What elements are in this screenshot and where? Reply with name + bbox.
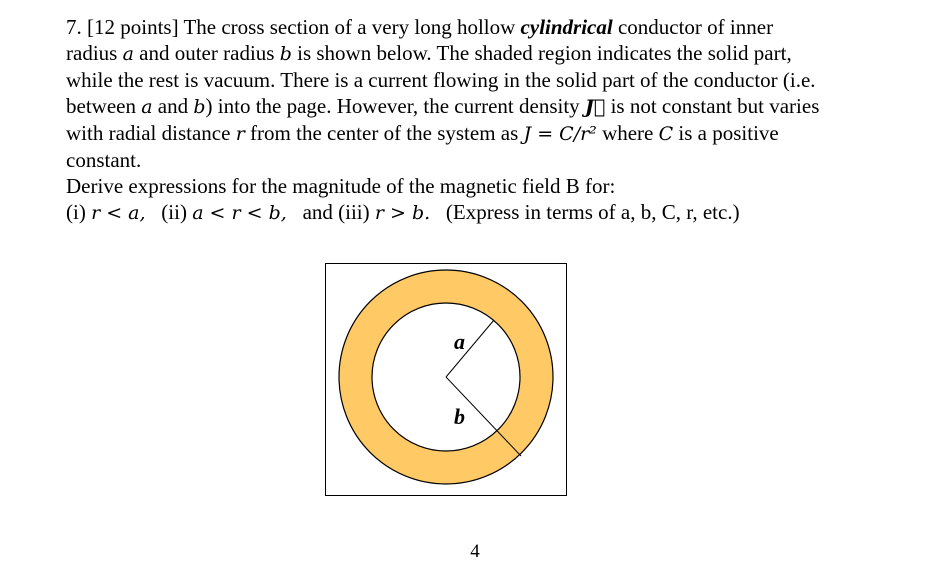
problem-points: [12 points] [87, 15, 179, 39]
variable-r: r [235, 123, 245, 145]
problem-parts [66, 199, 926, 226]
problem-statement [66, 14, 926, 226]
outer-radius-label: b [454, 404, 465, 429]
variable-b: b [279, 43, 292, 65]
part-i-label: (i) [66, 200, 86, 224]
problem-line-6: constant. [66, 148, 142, 172]
variable-c: C [658, 123, 674, 145]
problem-line-7: Derive expressions for the magnitude of the magnetic field B for: [66, 174, 616, 198]
problem-line-1: 7. [12 points] The cross section of a very long hollow cylindrical conductor of inner [66, 15, 774, 39]
problem-line-5: with radial distance r from the center of the system as J = C/r² where C is a positive [66, 121, 779, 145]
page-number: 4 [470, 541, 480, 562]
variable-a: a [122, 43, 134, 65]
conductor-cross-section-figure [325, 263, 567, 496]
part-i-expr: r < a, [91, 202, 146, 224]
part-ii-expr: a < r < b, [192, 202, 287, 224]
problem-line-4: between a and b) into the page. However, the current density J⃗ is not constant but varies [66, 94, 820, 118]
part-ii-label: (ii) [161, 200, 187, 224]
problem-number: 7. [66, 15, 82, 39]
current-density-vector: J⃗ [584, 96, 606, 118]
problem-line-3: while the rest is vacuum. There is a current flowing in the solid part of the conductor (i.e. [66, 68, 816, 92]
part-iii-expr: r > b. [374, 202, 431, 224]
current-density-equation: J = C/r² [523, 123, 597, 145]
figure-svg [325, 263, 567, 496]
part-iii-label: and (iii) [302, 200, 370, 224]
problem-line-2: radius a and outer radius b is shown below. The shaded region indicates the solid part, [66, 41, 792, 65]
express-note: (Express in terms of a, b, C, r, etc.) [445, 200, 740, 224]
keyword-cylindrical: cylindrical [520, 15, 613, 39]
inner-radius-label: a [454, 329, 465, 354]
